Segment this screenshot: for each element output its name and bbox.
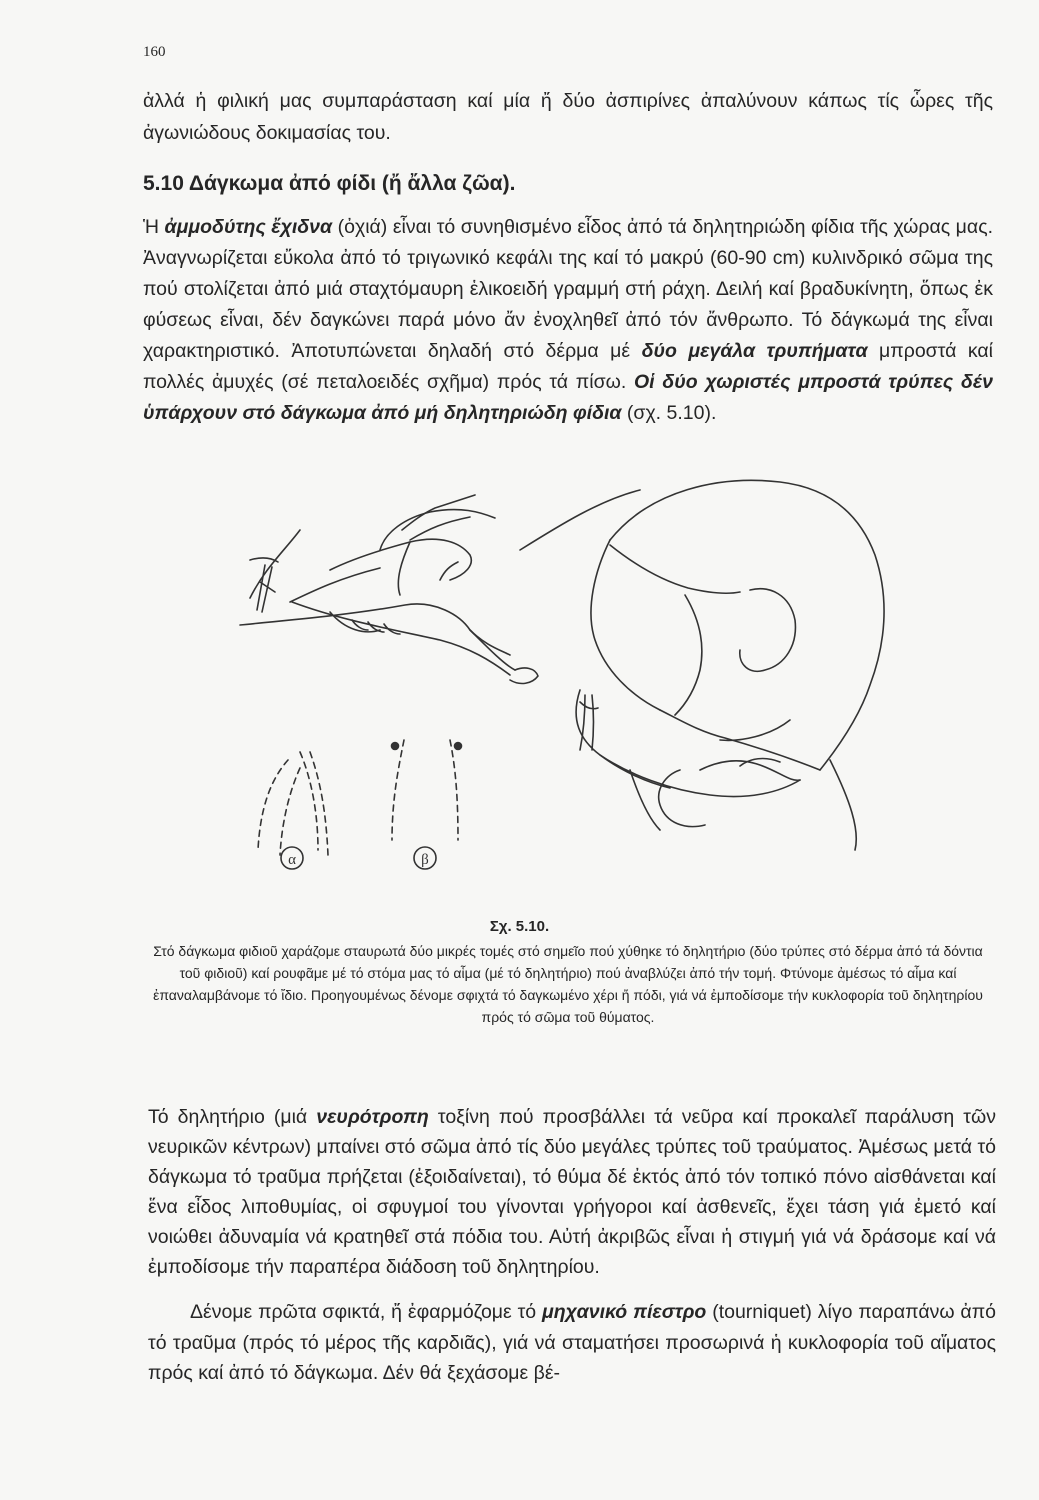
bite-diagram-b (392, 740, 462, 840)
page-number: 160 (143, 44, 166, 60)
bite-diagram-a (258, 752, 328, 855)
tourniquet-emphasis: μηχανικό πίεστρο (542, 1301, 707, 1323)
rescuer-head-drawing (520, 480, 884, 850)
viper-paragraph (143, 212, 993, 429)
tourniquet-paragraph (148, 1297, 996, 1389)
viper-text-4: (σχ. 5.10). (621, 402, 717, 424)
snakebite-illustration (140, 470, 1000, 900)
venom-paragraph (148, 1102, 996, 1282)
venom-text-1: Τό δηλητήριο (μιά (148, 1106, 317, 1128)
viper-emphasis-name: ἀμμοδύτης ἔχιδνα (164, 216, 333, 238)
venom-emphasis-neurotropic: νευρότροπη (316, 1106, 429, 1128)
figure-caption-title: Σχ. 5.10. (489, 918, 550, 935)
intro-paragraph: ἀλλά ἡ φιλική μας συμπαράσταση καί μία ἤ δύο ἀσπιρίνες ἀπαλύνουν κάπως τίς ὧρες τῆς ἀγωνιώδους δοκιμασίας του. (143, 90, 993, 144)
label-b: β (421, 852, 429, 868)
section-heading: 5.10 Δάγκωμα ἀπό φίδι (ἤ ἄλλα ζῶα). (143, 172, 516, 195)
viper-text-3: μπροστά καί πολλές ἀμυχές (σέ πεταλοειδές σχῆμα) πρός τά πίσω. (143, 340, 993, 393)
viper-emphasis-nonvenomous: Οἱ δύο χωριστές μπροστά τρύπες δέν ὑπάρχουν στό δάγκωμα ἀπό μή δηλητηριώδη φίδια (143, 371, 993, 424)
viper-text-1: Ἡ (143, 216, 165, 238)
figure-caption-text: Στό δάγκωμα φιδιοῦ χαράζομε σταυρωτά δύο μικρές τομές στό σημεῖο πού χύθηκε τό δηλητήριο (δύο τρύπες στό δέρμα ἀπό τά δόντια τοῦ φιδιοῦ) καί ρουφᾶμε μέ τό στόμα μας τό αἷμα (μέ τό δηλητήριο) πού ἀναβλύζει ἀπό τήν τομή. Φτύνομε ἀμέσως τό αἷμα καί ἐπαναλαμβάνομε τό ἴδιο. Προηγουμένως δένομε σφιχτά τό δαγκωμένο χέρι ἤ πόδι, γιά νά ἐμποδίσομε τήν κυκλοφορία τοῦ δηλητηρίου πρός τό σῶμα τοῦ θύματος. (153, 943, 983, 1025)
tourniquet-text-1: Δένομε πρῶτα σφικτά, ἤ ἐφαρμόζομε τό (190, 1301, 542, 1323)
tourniquet-text-2: (tourniquet) λίγο παραπάνω ἀπό τό τραῦμα (πρός τό μέρος τῆς καρδιᾶς), γιά νά σταματήσει προσωρινά ἡ κυκλοφορία τοῦ αἵματος πρός καί ἀπό τό δάγκωμα. Δέν θά ξεχάσομε βέ- (148, 1301, 996, 1384)
venom-text-2: τοξίνη πού προσβάλλει τά νεῦρα καί προκαλεῖ παράλυση τῶν νευρικῶν κέντρων) μπαίνει στό σῶμα ἀπό τίς δύο μεγάλες τρύπες τοῦ τραύματος. Ἀμέσως μετά τό δάγκωμα τό τραῦμα πρήζεται (ἐξοιδαίνεται), τό θύμα δέ ἐκτός ἀπό τόν τοπικό πόνο αἰσθάνεται καί ἕνα εἶδος λιποθυμίας, οἱ σφυγμοί του γίνονται γρήγοροι καί ἀσθενεῖς, ἔχει τάση γιά ἐμετό καί νοιώθει ἀδυναμία νά κρατηθεῖ στά πόδια του. Αὐτή ἀκριβῶς εἶναι ἡ στιγμή γιά νά δράσομε καί νά ἐμποδίσομε τήν παραπέρα διάδοση τοῦ δηλητηρίου. (148, 1106, 996, 1278)
arm-incision-drawing (240, 495, 538, 683)
label-a: α (288, 852, 296, 868)
viper-text-2: (ὀχιά) εἶναι τό συνηθισμένο εἶδος ἀπό τά δηλητηριώδη φίδια τῆς χώρας μας. Ἀναγνωρίζεται εὔκολα ἀπό τό τριγωνικό κεφάλι της καί τό μακρύ (60-90 cm) κυλινδρικό σῶμα της πού στολίζεται ἀπό μιά σταχτόμαυρη ἑλικοειδή γραμμή στή ράχη. Δειλή καί βραδυκίνητη, ὅπως ἐκ φύσεως εἶναι, δέν δαγκώνει παρά μόνο ἄν ἐνοχληθεῖ ἀπό τόν ἄνθρωπο. Τό δάγκωμά της εἶναι χαρακτηριστικό. Ἀποτυπώνεται δηλαδή στό δέρμα μέ (143, 216, 994, 362)
viper-emphasis-punctures: δύο μεγάλα τρυπήματα (641, 340, 868, 362)
